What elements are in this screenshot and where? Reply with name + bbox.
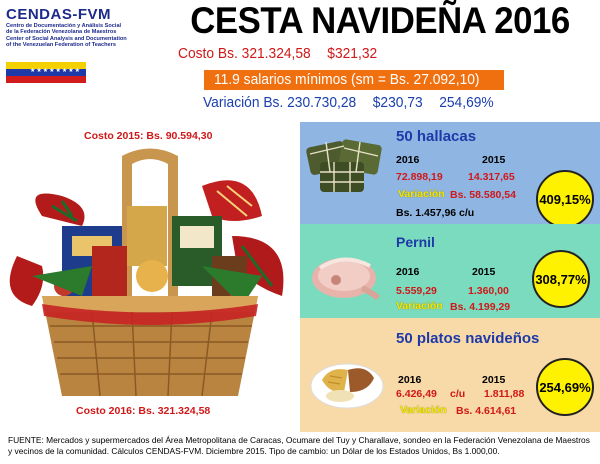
costo-total <box>178 45 394 62</box>
hallacas-value-2015: 14.317,65 <box>468 171 515 183</box>
item-title-platos: 50 platos navideños <box>396 330 540 347</box>
item-title-pernil: Pernil <box>396 234 435 250</box>
hallacas-year-2016: 2016 <box>396 154 420 166</box>
costo-bs: Costo Bs. 321.324,58 <box>178 45 311 62</box>
basket-costo-2015: Costo 2015: Bs. 90.594,30 <box>84 130 213 142</box>
platos-pct-badge: 254,69% <box>536 358 594 416</box>
basket-panel <box>0 122 300 432</box>
hallacas-image <box>304 134 386 196</box>
costo-usd: $321,32 <box>327 45 378 62</box>
pernil-variacion-label: Variación <box>396 300 443 312</box>
pernil-image <box>308 248 382 302</box>
basket-costo-2016: Costo 2016: Bs. 321.324,58 <box>76 405 211 417</box>
hallacas-variacion-value: Bs. 58.580,54 <box>450 189 516 201</box>
christmas-basket-image <box>2 146 298 402</box>
variacion-usd: $230,73 <box>372 94 423 111</box>
pernil-year-2016: 2016 <box>396 266 420 278</box>
hallacas-variacion-label: Variación <box>398 188 445 200</box>
plato-navideno-image <box>308 348 386 412</box>
pernil-pct-badge: 308,77% <box>532 250 590 308</box>
item-panel-hallacas <box>300 122 600 224</box>
footer-line-1: FUENTE: Mercados y supermercados del Área Metropolitana de Caracas, Ocumare del Tuy y Charallave, sondeo en la Federación Venezolana de Maestros <box>8 435 590 445</box>
logo-line-1: Centro de Documentación y Análisis Social <box>6 23 122 29</box>
hallacas-year-2015: 2015 <box>482 154 506 166</box>
pernil-value-2015: 1.360,00 <box>468 285 509 297</box>
page-title: CESTA NAVIDEÑA 2016 <box>190 0 570 41</box>
cendas-logo <box>6 6 156 88</box>
variacion-pct: 254,69% <box>439 94 494 111</box>
hallacas-pct-badge: 409,15% <box>536 170 594 228</box>
salarios-text: 11.9 salarios mínimos (sm = Bs. 27.092,10) <box>214 71 480 88</box>
platos-year-2016: 2016 <box>398 374 422 386</box>
variacion-bs: Variación Bs. 230.730,28 <box>203 94 357 111</box>
platos-value-2016: 6.426,49 <box>396 388 437 400</box>
hallacas-unit-price: Bs. 1.457,96 c/u <box>396 207 475 219</box>
variacion-total <box>203 94 510 111</box>
item-panel-platos <box>300 318 600 432</box>
salarios-minimos-banner <box>204 70 504 90</box>
venezuela-flag-icon: ★★★★★★★★ <box>6 62 86 83</box>
footer-line-2: y vecinos de la comunidad. Cálculos CENDAS-FVM. Diciembre 2015. Tipo de cambio: un Dólar de los Estados Unidos, Bs 1.000,00. <box>8 446 500 456</box>
platos-value-2015: 1.811,88 <box>484 388 525 400</box>
platos-unit-2016: c/u <box>450 388 466 400</box>
platos-year-2015: 2015 <box>482 374 506 386</box>
platos-variacion-value: Bs. 4.614,61 <box>456 405 517 417</box>
pernil-year-2015: 2015 <box>472 266 496 278</box>
hallacas-value-2016: 72.898,19 <box>396 171 443 183</box>
item-title-hallacas: 50 hallacas <box>396 128 477 145</box>
logo-line-3: Center of Social Analysis and Documentation <box>6 35 127 42</box>
platos-variacion-label: Variación <box>400 404 447 416</box>
item-panel-pernil <box>300 224 600 318</box>
logo-name: CENDAS-FVM <box>6 6 111 23</box>
pernil-variacion-value: Bs. 4.199,29 <box>450 301 511 313</box>
logo-line-2: de la Federación Venezolana de Maestros <box>6 29 117 36</box>
logo-line-4: of the Venezuelan Federation of Teachers <box>6 42 116 49</box>
source-footer <box>0 432 600 464</box>
pernil-value-2016: 5.559,29 <box>396 285 437 297</box>
